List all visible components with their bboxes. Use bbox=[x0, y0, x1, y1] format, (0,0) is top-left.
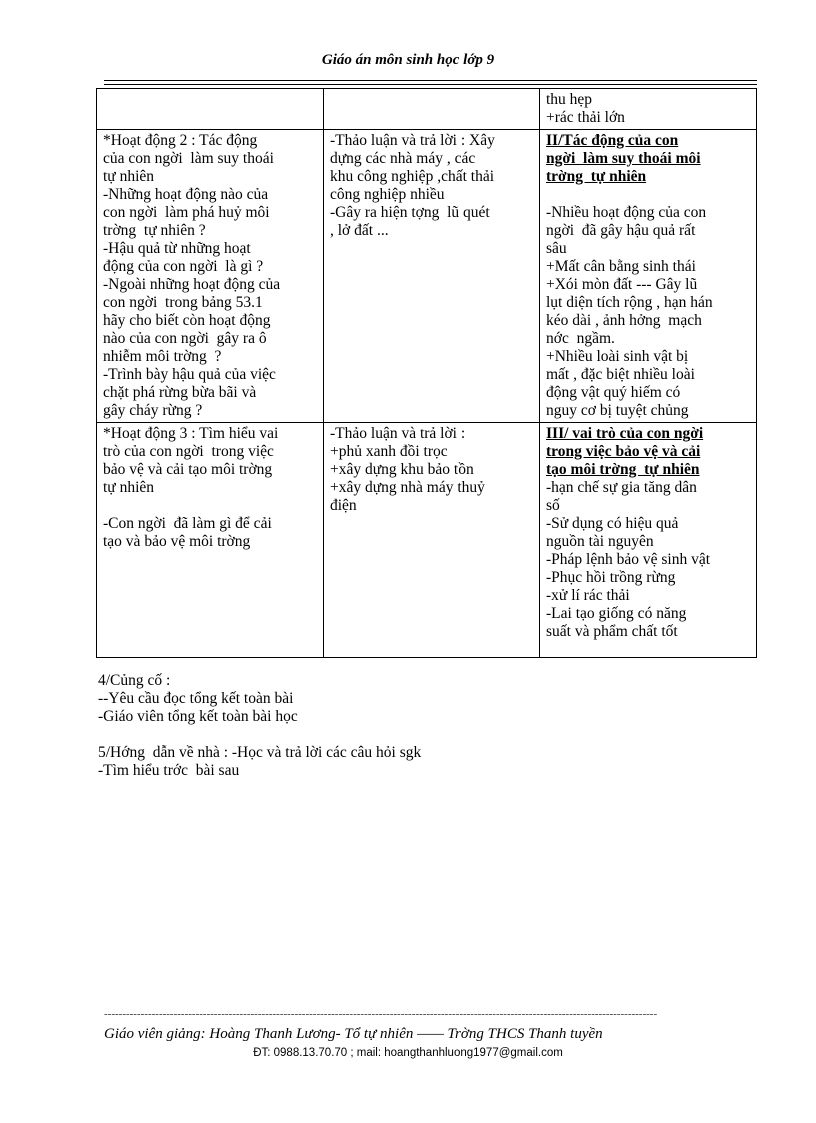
content-line: +rác thải lớn bbox=[546, 109, 625, 126]
activity-line: nhiễm môi trờng ? bbox=[103, 348, 222, 365]
activity-line: con ngời trong bảng 53.1 bbox=[103, 294, 263, 311]
row3-activity-cell bbox=[97, 423, 324, 658]
consolidation-section bbox=[98, 672, 298, 726]
student-line: khu công nghiệp ,chất thải bbox=[330, 168, 494, 185]
student-line: +xây dựng khu bảo tồn bbox=[330, 461, 474, 478]
student-line: +xây dựng nhà máy thuỷ bbox=[330, 479, 485, 496]
student-line: -Thảo luận và trả lời : Xây bbox=[330, 132, 495, 149]
row3-content-cell bbox=[540, 423, 757, 658]
activity-line: bảo vệ và cải tạo môi trờng bbox=[103, 461, 273, 478]
content-line: +Nhiều loài sinh vật bị bbox=[546, 348, 689, 365]
table-row bbox=[97, 89, 757, 130]
header-rule bbox=[104, 80, 757, 81]
content-line: -Phục hồi trồng rừng bbox=[546, 569, 676, 586]
activity-line: -Hậu quả từ những hoạt bbox=[103, 240, 251, 257]
row2-activity-cell bbox=[97, 130, 324, 423]
row3-student-cell bbox=[324, 423, 540, 658]
activity-line: chặt phá rừng bừa bãi và bbox=[103, 384, 257, 401]
header-rule-second bbox=[104, 84, 757, 85]
content-line: -Pháp lệnh bảo vệ sinh vật bbox=[546, 551, 711, 568]
row1-content-cell bbox=[540, 89, 757, 130]
student-line: -Thảo luận và trả lời : bbox=[330, 425, 466, 442]
activity-line: -Con ngời đã làm gì để cải bbox=[103, 515, 272, 532]
student-line: -Gây ra hiện tợng lũ quét bbox=[330, 204, 490, 221]
row2-student-cell bbox=[324, 130, 540, 423]
content-line: suất và phẩm chất tốt bbox=[546, 623, 678, 640]
table-row bbox=[97, 423, 757, 658]
student-line: công nghiệp nhiều bbox=[330, 186, 445, 203]
activity-line: tự nhiên bbox=[103, 479, 155, 496]
content-line: nguồn tài nguyên bbox=[546, 533, 654, 550]
activity-line: con ngời làm phá huỷ môi bbox=[103, 204, 270, 221]
content-line: kéo dài , ảnh hởng mạch bbox=[546, 312, 702, 329]
row2-content-cell bbox=[540, 130, 757, 423]
activity-line: của con ngời làm suy thoái bbox=[103, 150, 274, 167]
activity-line: hãy cho biết còn hoạt động bbox=[103, 312, 271, 329]
homework-line: 5/Hớng dẫn về nhà : -Học và trả lời các câu hỏi sgk bbox=[98, 744, 422, 761]
content-line: nguy cơ bị tuyệt chủng bbox=[546, 402, 689, 419]
student-line: +phủ xanh đồi trọc bbox=[330, 443, 448, 460]
content-line: ngời đã gây hậu quả rất bbox=[546, 222, 696, 239]
row1-student-cell bbox=[324, 89, 540, 130]
activity-line: trò của con ngời trong việc bbox=[103, 443, 274, 460]
content-line: mất , đặc biệt nhiều loài bbox=[546, 366, 695, 383]
activity-line: trờng tự nhiên ? bbox=[103, 222, 206, 239]
activity-line: tạo và bảo vệ môi trờng bbox=[103, 533, 251, 550]
activity-line: -Trình bày hậu quả của việc bbox=[103, 366, 276, 383]
section-heading: II/Tác động của con bbox=[546, 132, 679, 149]
content-line: -Lai tạo giống có năng bbox=[546, 605, 687, 622]
footer-divider: ------------------------------------------------------------------------------------------------------------------------------------------------------- bbox=[104, 1008, 658, 1020]
content-line: động vật quý hiếm có bbox=[546, 384, 681, 401]
homework-line: -Tìm hiểu trớc bài sau bbox=[98, 762, 240, 779]
activity-title: *Hoạt động 3 : Tìm hiểu vai bbox=[103, 425, 279, 442]
consolidation-line: --Yêu cầu đọc tổng kết toàn bài bbox=[98, 690, 294, 707]
content-line: -xử lí rác thải bbox=[546, 587, 630, 604]
section-heading: ngời làm suy thoái môi bbox=[546, 150, 701, 167]
content-line: +Xói mòn đất --- Gây lũ bbox=[546, 276, 698, 293]
section-heading: trong việc bảo vệ và cải bbox=[546, 443, 701, 460]
content-line bbox=[546, 186, 750, 204]
content-line: nớc ngầm. bbox=[546, 330, 615, 347]
content-line: lụt diện tích rộng , hạn hán bbox=[546, 294, 713, 311]
section-heading: III/ vai trò của con ngời bbox=[546, 425, 704, 442]
student-line: , lở đất ... bbox=[330, 222, 389, 239]
page-header-title: Giáo án môn sinh học lớp 9 bbox=[321, 52, 495, 68]
content-line: sâu bbox=[546, 240, 567, 257]
activity-line: động của con ngời là gì ? bbox=[103, 258, 264, 275]
section-heading: tạo môi trờng tự nhiên bbox=[546, 461, 700, 478]
consolidation-line: -Giáo viên tổng kết toàn bài học bbox=[98, 708, 298, 725]
content-line: -Sử dụng có hiệu quả bbox=[546, 515, 679, 532]
activity-line bbox=[103, 497, 317, 515]
activity-line: gây cháy rừng ? bbox=[103, 402, 203, 419]
footer-contact: ĐT: 0988.13.70.70 ; mail: hoangthanhluong1977@gmail.com bbox=[253, 1047, 563, 1059]
activity-line: tự nhiên bbox=[103, 168, 155, 185]
homework-section bbox=[98, 744, 421, 780]
footer-teacher: Giáo viên giảng: Hoàng Thanh Lương- Tổ tự nhiên —— Trờng THCS Thanh tuyền bbox=[104, 1026, 603, 1042]
consolidation-title: 4/Củng cố : bbox=[98, 672, 171, 689]
activity-line: -Ngoài những hoạt động của bbox=[103, 276, 281, 293]
table-row bbox=[97, 130, 757, 423]
content-line: số bbox=[546, 497, 560, 514]
content-line: -Nhiều hoạt động của con bbox=[546, 204, 707, 221]
content-line: -hạn chế sự gia tăng dân bbox=[546, 479, 697, 496]
row1-activity-cell bbox=[97, 89, 324, 130]
content-line: thu hẹp bbox=[546, 91, 593, 108]
student-line: điện bbox=[330, 497, 357, 514]
content-line: +Mất cân bằng sinh thái bbox=[546, 258, 696, 275]
activity-line: nào của con ngời gây ra ô bbox=[103, 330, 267, 347]
section-heading: trờng tự nhiên bbox=[546, 168, 647, 185]
student-line: dựng các nhà máy , các bbox=[330, 150, 476, 167]
activity-title: *Hoạt động 2 : Tác động bbox=[103, 132, 258, 149]
activity-line: -Những hoạt động nào của bbox=[103, 186, 269, 203]
lesson-table bbox=[96, 88, 757, 658]
